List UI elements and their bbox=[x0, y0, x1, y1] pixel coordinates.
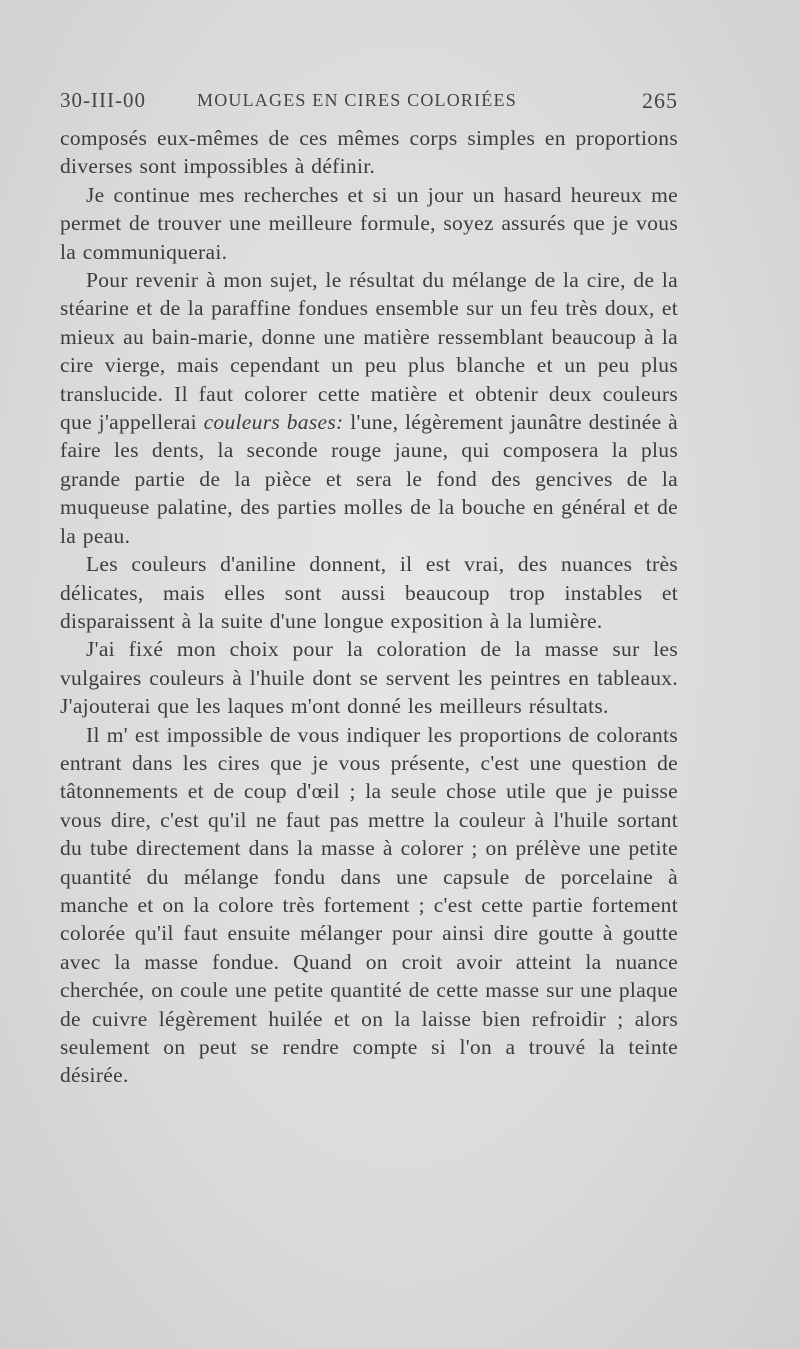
paragraph-research: Je continue mes recherches et si un jour un hasard heureux me permet de trouver une meilleure formule, soyez assurés que je vous la communiquerai. bbox=[60, 182, 678, 264]
italic-term: couleurs bases: bbox=[203, 410, 344, 435]
body-text bbox=[60, 124, 678, 1090]
paragraph-proportions: Il m' est impossible de vous indiquer les proportions de colorants entrant dans les cires que je vous présente, c'est une question de tâtonnements et de coup d'œil ; la seule chose utile que je puisse vous dire, c'est qu'il ne faut pas mettre la couleur à l'huile sortant du tube directement dans la masse à colorer ; on prélève une petite quantité du mélange fondu dans une capsule de porcelaine à manche et on la colore très fortement ; c'est cette partie fortement colorée qu'il faut ensuite mélanger pour ainsi dire goutte à goutte avec la masse fondue. Quand on croit avoir atteint la nuance cherchée, on coule une petite quantité de cette masse sur une plaque de cuivre légèrement huilée et on la laisse bien refroidir ; alors seulement on peut se rendre compte si l'on a trouvé la teinte désirée. bbox=[60, 722, 678, 1088]
paragraph-wax-mixture bbox=[60, 266, 678, 550]
chapter-title: MOULAGES EN CIRES COLORIÉES bbox=[197, 90, 517, 110]
paragraph-oil-colors: J'ai fixé mon choix pour la coloration de la masse sur les vulgaires couleurs à l'huile dont se servent les peintres en tableaux. J'ajouterai que les laques m'ont donné les meilleurs résultats. bbox=[60, 637, 678, 719]
paragraph-aniline: Les couleurs d'aniline donnent, il est vrai, des nuances très délicates, mais elles sont aussi beaucoup trop instables et disparaissent à la suite d'une longue exposition à la lumière. bbox=[60, 552, 678, 633]
page-number: 265 bbox=[642, 88, 678, 113]
paragraph-text: Pour revenir à mon sujet, le résultat du mélange de la cire, de la stéarine et de la paraffine fondues ensemble sur un feu très doux, et mieux au bain-marie, donne une matière ressemblant beaucoup à la cire vierge, mais cependant un peu plus blanche et un peu plus translucide. Il faut colorer cette matière et obtenir deux couleurs que j'appellerai bbox=[60, 268, 678, 435]
date-reference: 30-III-00 bbox=[60, 88, 146, 112]
running-head bbox=[60, 88, 678, 116]
paragraph-text: l'une, légèrement jaunâtre destinée à faire les dents, la seconde rouge jaune, qui composera la plus grande partie de la pièce et sera le fond des gencives de la muqueuse palatine, des parties molles de la bouche en général et de la peau. bbox=[60, 410, 678, 548]
paragraph-continuation: composés eux-mêmes de ces mêmes corps simples en proportions diverses sont impossibles à définir. bbox=[60, 126, 678, 179]
